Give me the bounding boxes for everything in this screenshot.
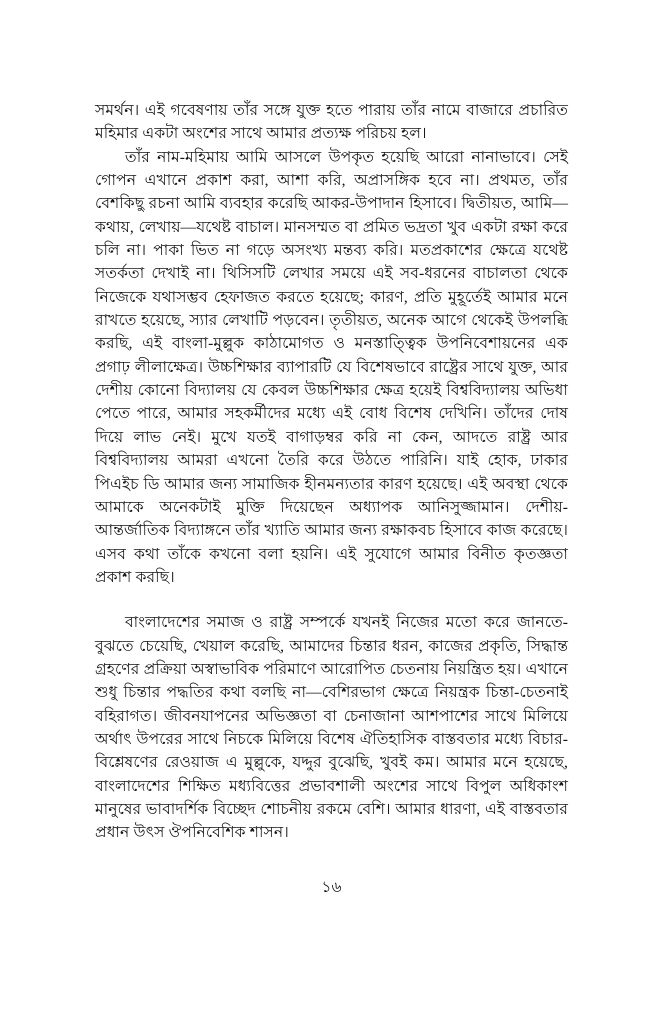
page-number: ১৬ bbox=[321, 879, 342, 896]
page-text-block bbox=[95, 99, 568, 845]
paragraph-spacer bbox=[95, 589, 568, 611]
paragraph-continuation: সমর্থন। এই গবেষণায় তাঁর সঙ্গে যুক্ত হতে পারায় তাঁর নামে বাজারে প্রচারিত মহিমার একটা অংশের সাথে আমার প্রত্যক্ষ পরিচয় হল। bbox=[95, 102, 568, 143]
paragraph-three: বাংলাদেশের সমাজ ও রাষ্ট্র সম্পর্কে যখনই নিজের মতো করে জানতে-বুঝতে চেয়েছি, খেয়াল করেছি, আমাদের চিন্তার ধরন, কাজের প্রকৃতি, সিদ্ধান্ত গ্রহণের প্রক্রিয়া অস্বাভাবিক পরিমাণে আরোপিত চেতনায় নিয়ন্ত্রিত হয়। এখানে শুধু চিন্তার পদ্ধতির কথা বলছি না—বেশিরভাগ ক্ষেত্রে নিয়ন্ত্রক চিন্তা-চেতনাই বহিরাগত। জীবনযাপনের অভিজ্ঞতা বা চেনাজানা আশপাশের সাথে মিলিয়ে অর্থাৎ উপরের সাথে নিচকে মিলিয়ে বিশেষ ঐতিহাসিক বাস্তবতার মধ্যে বিচার-বিশ্লেষণের রেওয়াজ এ মুল্লুকে, যদ্দুর বুঝেছি, খুবই কম। আমার মনে হয়েছে, বাংলাদেশের শিক্ষিত মধ্যবিত্তের প্রভাবশালী অংশের সাথে বিপুল অধিকাংশ মানুষের ভাবাদর্শিক বিচ্ছেদ শোচনীয় রকমে বেশি। আমার ধারণা, এই বাস্তবতার প্রধান উৎস ঔপনিবেশিক শাসন। bbox=[95, 614, 568, 842]
paragraph-two: তাঁর নাম-মহিমায় আমি আসলে উপকৃত হয়েছি আরো নানাভাবে। সেই গোপন এখানে প্রকাশ করা, আশা করি, অপ্রাসঙ্গিক হবে না। প্রথমত, তাঁর বেশকিছু রচনা আমি ব্যবহার করেছি আকর-উপাদান হিসাবে। দ্বিতীয়ত, আমি—কথায়, লেখায়—যথেষ্ট বাচাল। মানসম্মত বা প্রমিত ভদ্রতা খুব একটা রক্ষা করে চলি না। পাকা ভিত না গড়ে অসংখ্য মন্তব্য করি। মতপ্রকাশের ক্ষেত্রে যথেষ্ট সতর্কতা দেখাই না। থিসিসটি লেখার সময়ে এই সব-ধরনের বাচালতা থেকে নিজেকে যথাসম্ভব হেফাজত করতে হয়েছে; কারণ, প্রতি মুহূর্তেই আমার মনে রাখতে হয়েছে, স্যার লেখাটি পড়বেন। তৃতীয়ত, অনেক আগে থেকেই উপলব্ধি করছি, এই বাংলা-মুল্লুক কাঠামোগত ও মনস্তাত্ত্বিক উপনিবেশায়নের এক প্রগাঢ় লীলাক্ষেত্র। উচ্চশিক্ষার ব্যাপারটি যে বিশেষভাবে রাষ্ট্রের সাথে যুক্ত, আর দেশীয় কোনো বিদ্যালয় যে কেবল উচ্চশিক্ষার ক্ষেত্র হয়েই বিশ্ববিদ্যালয় অভিধা পেতে পারে, আমার সহকর্মীদের মধ্যে এই বোধ বিশেষ দেখিনি। তাঁদের দোষ দিয়ে লাভ নেই। মুখে যতই বাগাড়ম্বর করি না কেন, আদতে রাষ্ট্র আর বিশ্ববিদ্যালয় আমরা এখনো তৈরি করে উঠতে পারিনি। যাই হোক, ঢাকার পিএইচ ডি আমার জন্য সামাজিক হীনমন্যতার কারণ হয়েছে। এই অবস্থা থেকে আমাকে অনেকটাই মুক্তি দিয়েছেন অধ্যাপক আনিসুজ্জামান। দেশীয়-আন্তর্জাতিক বিদ্যাঙ্গনে তাঁর খ্যাতি আমার জন্য রক্ষাকবচ হিসাবে কাজ করেছে। এসব কথা তাঁকে কখনো বলা হয়নি। এই সুযোগে আমার বিনীত কৃতজ্ঞতা প্রকাশ করছি। bbox=[95, 148, 568, 586]
